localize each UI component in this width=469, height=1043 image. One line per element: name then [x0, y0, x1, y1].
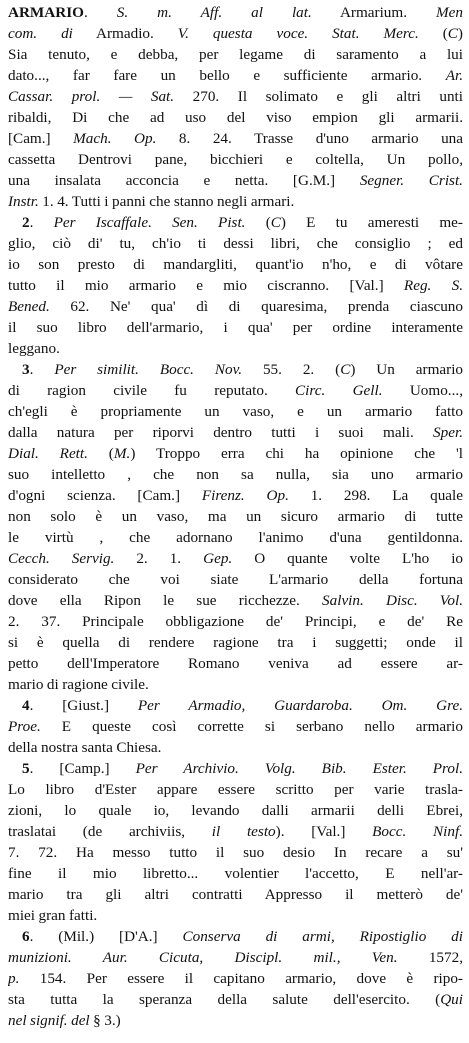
- text-segment: Gep.: [203, 550, 233, 567]
- text-segment: dove ella Ripon le sue ricchezze.: [8, 592, 323, 609]
- text-segment: Sper.: [433, 424, 463, 441]
- text-line: [8, 191, 463, 212]
- text-segment: nel signif. del: [8, 1012, 90, 1029]
- text-segment: p.: [8, 970, 20, 987]
- text-line: [8, 170, 463, 191]
- text-segment: 2. 1.: [114, 550, 204, 567]
- text-line: [8, 359, 463, 380]
- text-segment: ) Un armario: [350, 361, 463, 378]
- text-segment: di ragion civile fu reputato.: [8, 382, 296, 399]
- text-segment: Segner. Crist.: [359, 172, 463, 189]
- text-segment: ). [Val.]: [275, 823, 373, 840]
- text-segment: ) E tu ameresti me-: [280, 214, 463, 231]
- text-line: [8, 149, 463, 170]
- text-segment: Instr.: [8, 193, 39, 210]
- text-segment: miei gran fatti.: [8, 907, 98, 924]
- text-line: [8, 443, 463, 464]
- text-line: [8, 23, 463, 44]
- text-segment: suo intelletto , che non sa nulla, sia uno armario: [8, 466, 463, 483]
- text-segment: V. questa voce. Stat. Merc.: [177, 25, 419, 42]
- text-segment: d'ogni scienza. [Cam.]: [8, 487, 202, 504]
- text-segment: ribaldi, Di che ad uso del viso empion gli armarii.: [8, 109, 463, 126]
- text-line: [8, 2, 463, 23]
- text-segment: 2. 37. Principale obbligazione de' Principi, e de' Re: [8, 613, 463, 630]
- text-segment: sta tutta la speranza della salute dell'esercito. (: [8, 991, 441, 1008]
- text-line: [8, 128, 463, 149]
- text-segment: petto dell'Imperatore Romano veniva ad essere ar-: [8, 655, 463, 672]
- text-segment: glio, ciò di' tu, ch'io ti dessi libri, che consiglio ; ed: [8, 235, 463, 252]
- text-segment: ch'egli è propriamente un vaso, e un armario fatto: [8, 403, 463, 420]
- text-line: [8, 674, 463, 695]
- text-segment: una insalata acconcia e netta. [G.M.]: [8, 172, 360, 189]
- sense-number: ARMARIO: [8, 4, 84, 21]
- text-segment: considerato che voi siate L'armario della fortuna: [8, 571, 463, 588]
- text-line: [8, 506, 463, 527]
- text-segment: il testo: [211, 823, 276, 840]
- text-segment: 55. 2. (: [242, 361, 341, 378]
- text-segment: .: [83, 4, 117, 21]
- text-segment: dato..., far fare un bello e sufficiente armario.: [8, 67, 446, 84]
- text-segment: Mach. Op.: [73, 130, 157, 147]
- text-segment: 270. Il solimato e gli altri unti: [174, 88, 463, 105]
- text-segment: mario di ragione civile.: [8, 676, 149, 693]
- text-line: [8, 632, 463, 653]
- text-line: [8, 569, 463, 590]
- text-segment: Sia tenuto, e debba, per legame di saramento a lui: [8, 46, 463, 63]
- text-segment: C: [270, 214, 281, 231]
- text-line: [8, 842, 463, 863]
- text-segment: C: [447, 25, 458, 42]
- text-line: [8, 968, 463, 989]
- text-line: [8, 527, 463, 548]
- text-segment: Per Archivio. Volg. Bib. Ester. Prol.: [135, 760, 463, 777]
- text-line: [8, 863, 463, 884]
- text-line: [8, 926, 463, 947]
- text-line: [8, 905, 463, 926]
- text-segment: tutto il mio armario e mio ciscranno. [Val.]: [8, 277, 404, 294]
- text-line: [8, 338, 463, 359]
- text-segment: Conserva di armi, Ripostiglio di: [182, 928, 463, 945]
- text-segment: Armadio.: [72, 25, 178, 42]
- text-segment: io son presto di mandargliti, quant'io n'ho, e di vôtare: [8, 256, 463, 273]
- text-segment: fine il mio libretto... volentier l'accetto, E nell'ar-: [8, 865, 463, 882]
- text-segment: Ar.: [445, 67, 463, 84]
- text-segment: mario tra gli altri contratti Appresso il metterò de': [8, 886, 463, 903]
- text-line: [8, 1010, 463, 1031]
- text-line: [8, 590, 463, 611]
- text-segment: § 3.): [89, 1012, 121, 1029]
- text-line: [8, 275, 463, 296]
- text-segment: Circ. Gell.: [295, 382, 383, 399]
- text-segment: . (Mil.) [D'A.]: [29, 928, 183, 945]
- text-segment: 62. Ne' qua' dì di quaresima, prenda ciascuno: [49, 298, 463, 315]
- text-segment: (: [418, 25, 448, 42]
- text-segment: 7. 72. Ha messo tutto il suo desio In recare a su': [8, 844, 463, 861]
- text-segment: ): [457, 25, 463, 42]
- text-segment: (: [87, 445, 114, 462]
- text-segment: . [Giust.]: [29, 697, 138, 714]
- text-segment: Per Armadio, Guardaroba. Om. Gre.: [137, 697, 463, 714]
- text-segment: Dial. Rett.: [8, 445, 88, 462]
- text-segment: ) Troppo erra chi ha opinione che 'l: [130, 445, 463, 462]
- text-segment: Cecch. Servig.: [8, 550, 115, 567]
- text-segment: 1. 4. Tutti i panni che stanno negli armari.: [38, 193, 295, 210]
- text-line: [8, 821, 463, 842]
- text-segment: (: [245, 214, 271, 231]
- text-line: [8, 296, 463, 317]
- text-segment: leggano.: [8, 340, 60, 357]
- text-segment: Proe.: [8, 718, 41, 735]
- text-line: [8, 611, 463, 632]
- text-segment: Uomo...,: [382, 382, 463, 399]
- text-segment: Qui: [440, 991, 463, 1008]
- text-line: [8, 947, 463, 968]
- text-segment: dalla natura per riporvi dentro tutti i suoi mali.: [8, 424, 434, 441]
- sense-number: 5: [22, 760, 30, 777]
- text-segment: Per Iscaffale. Sen. Pist.: [53, 214, 246, 231]
- text-line: [8, 233, 463, 254]
- text-segment: Bened.: [8, 298, 50, 315]
- text-line: [8, 800, 463, 821]
- text-line: [8, 485, 463, 506]
- text-line: [8, 989, 463, 1010]
- text-segment: Per similit. Bocc. Nov.: [54, 361, 243, 378]
- text-segment: munizioni. Aur. Cicuta, Discipl. mil., Ven.: [8, 949, 398, 966]
- text-segment: com. di: [8, 25, 73, 42]
- text-line: [8, 212, 463, 233]
- text-segment: Firenz. Op.: [201, 487, 289, 504]
- text-segment: cassetta Dentrovi pane, bicchieri e coltella, Un pollo,: [8, 151, 463, 168]
- text-segment: .: [29, 214, 54, 231]
- dictionary-entry-armario: [8, 2, 463, 1031]
- text-line: [8, 422, 463, 443]
- text-segment: della nostra santa Chiesa.: [8, 739, 162, 756]
- sense-number: 6: [22, 928, 30, 945]
- text-segment: S. m. Aff. al lat.: [116, 4, 312, 21]
- text-line: [8, 401, 463, 422]
- text-segment: 8. 24. Trasse d'uno armario una: [156, 130, 463, 147]
- text-line: [8, 254, 463, 275]
- text-segment: 154. Per essere il capitano armario, dove è ripo-: [19, 970, 463, 987]
- sense-number: 2: [22, 214, 30, 231]
- text-segment: 1. 298. La quale: [288, 487, 463, 504]
- text-segment: M.: [113, 445, 131, 462]
- text-segment: zioni, lo quale io, levando dalli armarii delli Ebrei,: [8, 802, 463, 819]
- text-segment: Lo libro d'Ester appare essere scritto per varie trasla-: [8, 781, 463, 798]
- text-segment: non solo è un vaso, ma un sicuro armario di tutte: [8, 508, 463, 525]
- text-segment: [Cam.]: [8, 130, 74, 147]
- text-line: [8, 65, 463, 86]
- text-segment: . [Camp.]: [29, 760, 136, 777]
- text-line: [8, 464, 463, 485]
- text-segment: Cassar. prol. — Sat.: [8, 88, 175, 105]
- text-line: [8, 737, 463, 758]
- text-segment: Men: [436, 4, 463, 21]
- text-line: [8, 695, 463, 716]
- text-segment: le virtù , che adornano l'animo d'una gentildonna.: [8, 529, 463, 546]
- text-line: [8, 758, 463, 779]
- text-line: [8, 884, 463, 905]
- text-line: [8, 44, 463, 65]
- text-segment: C: [340, 361, 351, 378]
- sense-number: 4: [22, 697, 30, 714]
- text-line: [8, 107, 463, 128]
- text-segment: si è quella di rendere ragione tra i suggetti; onde il: [8, 634, 463, 651]
- text-segment: 1572,: [397, 949, 463, 966]
- text-segment: Bocc. Ninf.: [372, 823, 463, 840]
- text-line: [8, 317, 463, 338]
- text-line: [8, 653, 463, 674]
- text-line: [8, 716, 463, 737]
- sense-number: 3: [22, 361, 30, 378]
- text-line: [8, 779, 463, 800]
- text-segment: Armarium.: [311, 4, 437, 21]
- text-line: [8, 548, 463, 569]
- text-segment: il suo libro dell'armario, i qua' per ordine interamente: [8, 319, 463, 336]
- text-line: [8, 86, 463, 107]
- text-segment: .: [29, 361, 55, 378]
- text-segment: traslatai (de archiviis,: [8, 823, 212, 840]
- text-segment: E queste così corrette si serbano nello armario: [40, 718, 463, 735]
- text-line: [8, 380, 463, 401]
- text-segment: O quante volte L'ho io: [232, 550, 463, 567]
- text-segment: Salvin. Disc. Vol.: [322, 592, 463, 609]
- text-segment: Reg. S.: [403, 277, 463, 294]
